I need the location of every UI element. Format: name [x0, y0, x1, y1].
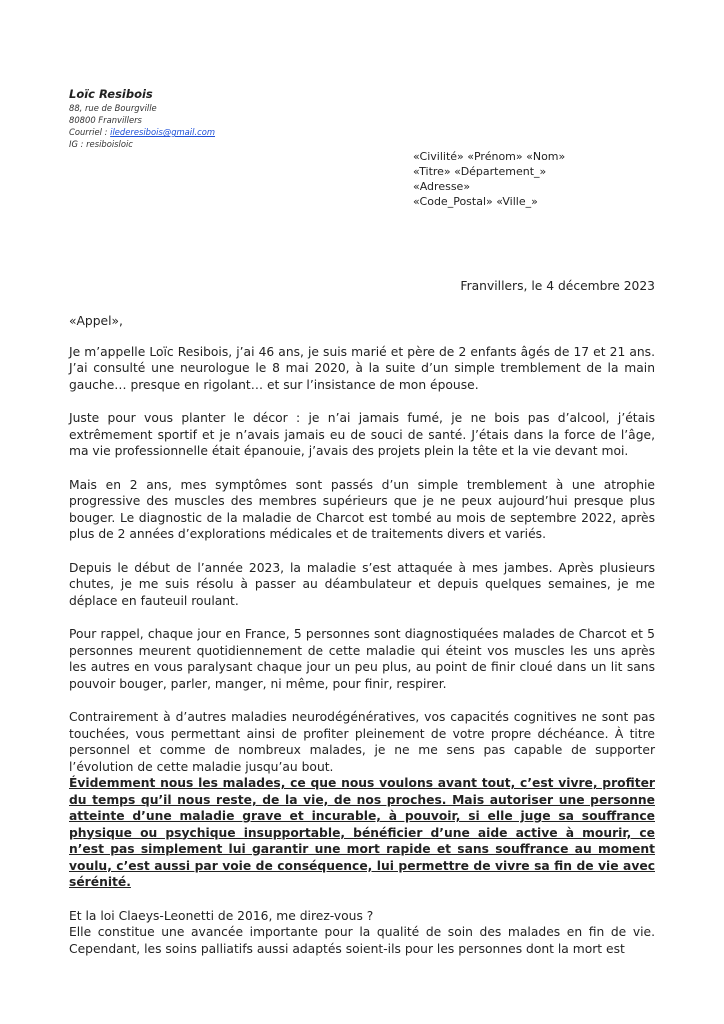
- sender-email-label: Courriel :: [69, 127, 111, 137]
- sender-name: Loïc Resibois: [69, 87, 153, 101]
- paragraph-statistics: Pour rappel, chaque jour en France, 5 personnes sont diagnostiquées malades de Charcot et 5 personnes meurent quotidiennement de cette maladie qui éteint vos muscles les uns après les autres en vous paralysant chaque jour un peu plus, au point de finir cloué dans un lit sans pouvoir bouger, parler, manger, ni même, pour finir, respirer.: [69, 627, 655, 691]
- greeting: «Appel»,: [69, 314, 123, 328]
- paragraph-cognitive: Contrairement à d’autres maladies neurodégénératives, vos capacités cognitives ne sont pas touchées, vous permettant ainsi de profiter pleinement de votre propre déchéance. À titre personnel et comme de nombreux malades, je ne me sens pas capable de supporter l’évolution de cette maladie jusqu’au bout.: [69, 710, 655, 774]
- paragraph-context: Juste pour vous planter le décor : je n’ai jamais fumé, je ne bois pas d’alcool, j’étais extrêmement sportif et je n’avais jamais eu de souci de santé. J’étais dans la force de l’âge, ma vie professionnelle était épanouie, j’avais des projets plein la tête et la vie devant moi.: [69, 411, 655, 458]
- sender-email-link[interactable]: ilederesibois@gmail.com: [110, 127, 216, 137]
- sender-block: [69, 87, 215, 150]
- recipient-line-2: «Titre» «Département_»: [413, 165, 547, 178]
- sender-email-line: [69, 126, 215, 138]
- paragraph-intro: Je m’appelle Loïc Resibois, j’ai 46 ans, je suis marié et père de 2 enfants âgés de 17 et 21 ans. J’ai consulté une neurologue le 8 mai 2020, à la suite d’un simple tremblement de la main gauche… presque en rigolant… et sur l’insistance de mon épouse.: [69, 344, 655, 392]
- recipient-block: [413, 149, 565, 209]
- paragraph-law: Elle constitue une avancée importante pour la qualité de soin des malades en fin de vie. Cependant, les soins palliatifs aussi adaptés soient-ils pour les personnes dont la mort est: [69, 925, 655, 956]
- sender-address: 88, rue de Bourgville: [69, 103, 157, 113]
- recipient-line-4: «Code_Postal» «Ville_»: [413, 195, 538, 208]
- paragraph-question: Et la loi Claeys-Leonetti de 2016, me direz-vous ?: [69, 908, 374, 923]
- paragraph-progression: Depuis le début de l’année 2023, la maladie s’est attaquée à mes jambes. Après plusieurs chutes, je me suis résolu à passer au déambulateur et depuis quelques semaines, je me déplace en fauteuil roulant.: [69, 560, 655, 608]
- sender-city: 80800 Franvillers: [69, 115, 142, 125]
- paragraph-plea: Évidemment nous les malades, ce que nous voulons avant tout, c’est vivre, profiter du temps qu’il nous reste, de la vie, de nos proches. Mais autoriser une personne atteinte d’une maladie grave et incurable, à pouvoir, si elle juge sa souffrance physique ou psychique insupportable, bénéficier d’une aide active à mourir, ce n’est pas simplement lui garantir une mort rapide et sans souffrance au moment voulu, c’est aussi par voie de conséquence, lui permettre de vivre sa fin de vie avec sérénité.: [69, 776, 655, 889]
- letter-date: Franvillers, le 4 décembre 2023: [460, 279, 655, 293]
- recipient-line-3: «Adresse»: [413, 180, 471, 193]
- recipient-line-1: «Civilité» «Prénom» «Nom»: [413, 150, 566, 163]
- sender-instagram: IG : resiboisloic: [69, 139, 133, 149]
- paragraph-diagnosis: Mais en 2 ans, mes symptômes sont passés d’un simple tremblement à une atrophie progressive des muscles des membres supérieurs que je ne peux aujourd’hui presque plus bouger. Le diagnostic de la maladie de Charcot est tombé au mois de septembre 2022, après plus de 2 années d’explorations médicales et de traitements divers et variés.: [69, 477, 655, 541]
- letter-body: [69, 313, 655, 957]
